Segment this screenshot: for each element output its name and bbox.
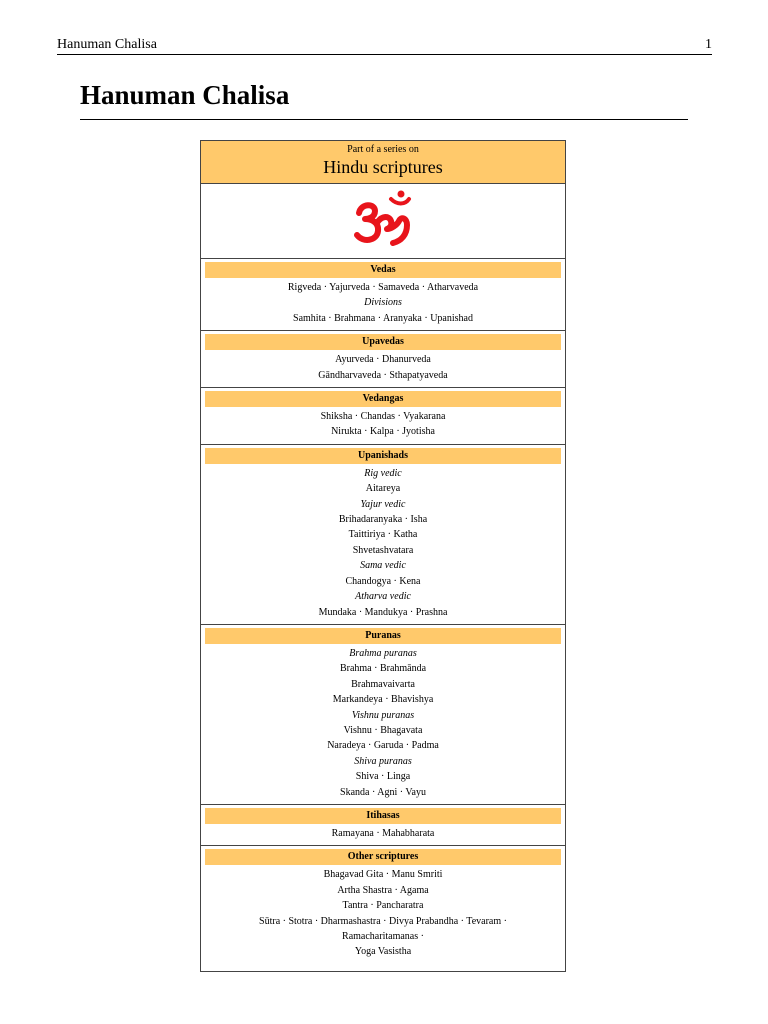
series-infobox — [200, 140, 566, 972]
scripture-links[interactable]: Skanda · Agni · Vayu — [340, 786, 426, 798]
scripture-links[interactable]: Tantra · Pancharatra — [342, 900, 424, 912]
infobox-sections — [201, 259, 565, 964]
scripture-links[interactable]: Brahma · Brahmānda — [339, 663, 427, 675]
subgroup-label: Vishnu puranas — [351, 709, 415, 721]
section-title[interactable]: Upanishads — [205, 448, 561, 464]
section-upanishads — [201, 445, 565, 625]
scripture-links[interactable]: Rigveda · Yajurveda · Samaveda · Atharvaveda — [287, 282, 479, 293]
subgroup-label: Sama vedic — [360, 560, 406, 572]
section-vedangas — [201, 388, 565, 445]
subgroup-label: Yajur vedic — [360, 498, 406, 510]
section-title[interactable]: Upavedas — [205, 334, 561, 350]
scripture-links[interactable]: Vishnu · Bhagavata — [343, 724, 423, 736]
scripture-links[interactable]: Nirukta · Kalpa · Jyotisha — [331, 426, 435, 438]
scripture-links[interactable]: Ayurveda · Dhanurveda — [335, 354, 431, 366]
infobox-header — [201, 141, 565, 184]
subgroup-label: Rig vedic — [364, 467, 402, 479]
scripture-links[interactable]: Ramacharitamanas · — [342, 931, 424, 942]
section-upavedas — [201, 331, 565, 388]
scripture-links[interactable]: Brihadaranyaka · Isha — [338, 514, 428, 526]
scripture-links[interactable]: Aitareya — [365, 483, 401, 495]
scripture-links[interactable]: Markandeya · Bhavishya — [332, 694, 434, 706]
section-title[interactable]: Puranas — [205, 628, 561, 644]
page-title: Hanuman Chalisa — [80, 78, 688, 120]
section-puranas — [201, 625, 565, 805]
scripture-links[interactable]: Sūtra · Stotra · Dharmashastra · Divya Prabandha · Tevaram · — [259, 915, 507, 927]
scripture-links[interactable]: Mundaka · Mandukya · Prashna — [318, 606, 448, 618]
subgroup-label: Shiva puranas — [354, 755, 412, 767]
subgroup-label: Brahma puranas — [349, 647, 417, 659]
scripture-links[interactable]: Shiksha · Chandas · Vyakarana — [320, 411, 446, 423]
scripture-links[interactable]: Chandogya · Kena — [345, 575, 421, 587]
scripture-links[interactable]: Samhita · Brahmana · Aranyaka · Upanishad — [293, 312, 473, 324]
running-header-title: Hanuman Chalisa — [57, 37, 157, 52]
om-symbol-icon[interactable] — [351, 189, 415, 253]
subgroup-label: Atharva vedic — [355, 591, 411, 603]
scripture-links[interactable]: Bhagavad Gita · Manu Smriti — [323, 869, 443, 881]
series-label: Part of a series on — [347, 144, 419, 155]
scripture-links[interactable]: Shiva · Linga — [355, 771, 411, 783]
section-itihasas — [201, 805, 565, 846]
scripture-links[interactable]: Brahmavaivarta — [351, 678, 415, 690]
symbol-cell — [201, 184, 565, 259]
scripture-links[interactable]: Yoga Vasistha — [354, 946, 412, 958]
section-vedas — [201, 259, 565, 331]
section-other-scriptures — [201, 846, 565, 963]
section-title[interactable]: Other scriptures — [205, 849, 561, 865]
section-title[interactable]: Itihasas — [205, 808, 561, 824]
series-name[interactable]: Hindu scriptures — [323, 157, 443, 177]
subgroup-label: Divisions — [364, 297, 402, 309]
section-title[interactable]: Vedas — [205, 262, 561, 278]
scripture-links[interactable]: Artha Shastra · Agama — [337, 884, 429, 896]
section-title[interactable]: Vedangas — [205, 391, 561, 407]
scripture-links[interactable]: Ramayana · Mahabharata — [331, 827, 435, 839]
scripture-links[interactable]: Naradeya · Garuda · Padma — [327, 740, 439, 752]
scripture-links[interactable]: Gāndharvaveda · Sthapatyaveda — [318, 369, 448, 381]
running-header — [57, 36, 712, 55]
scripture-links[interactable]: Shvetashvatara — [352, 544, 414, 556]
scripture-links[interactable]: Taittiriya · Katha — [348, 529, 418, 541]
page-number: 1 — [705, 37, 712, 52]
